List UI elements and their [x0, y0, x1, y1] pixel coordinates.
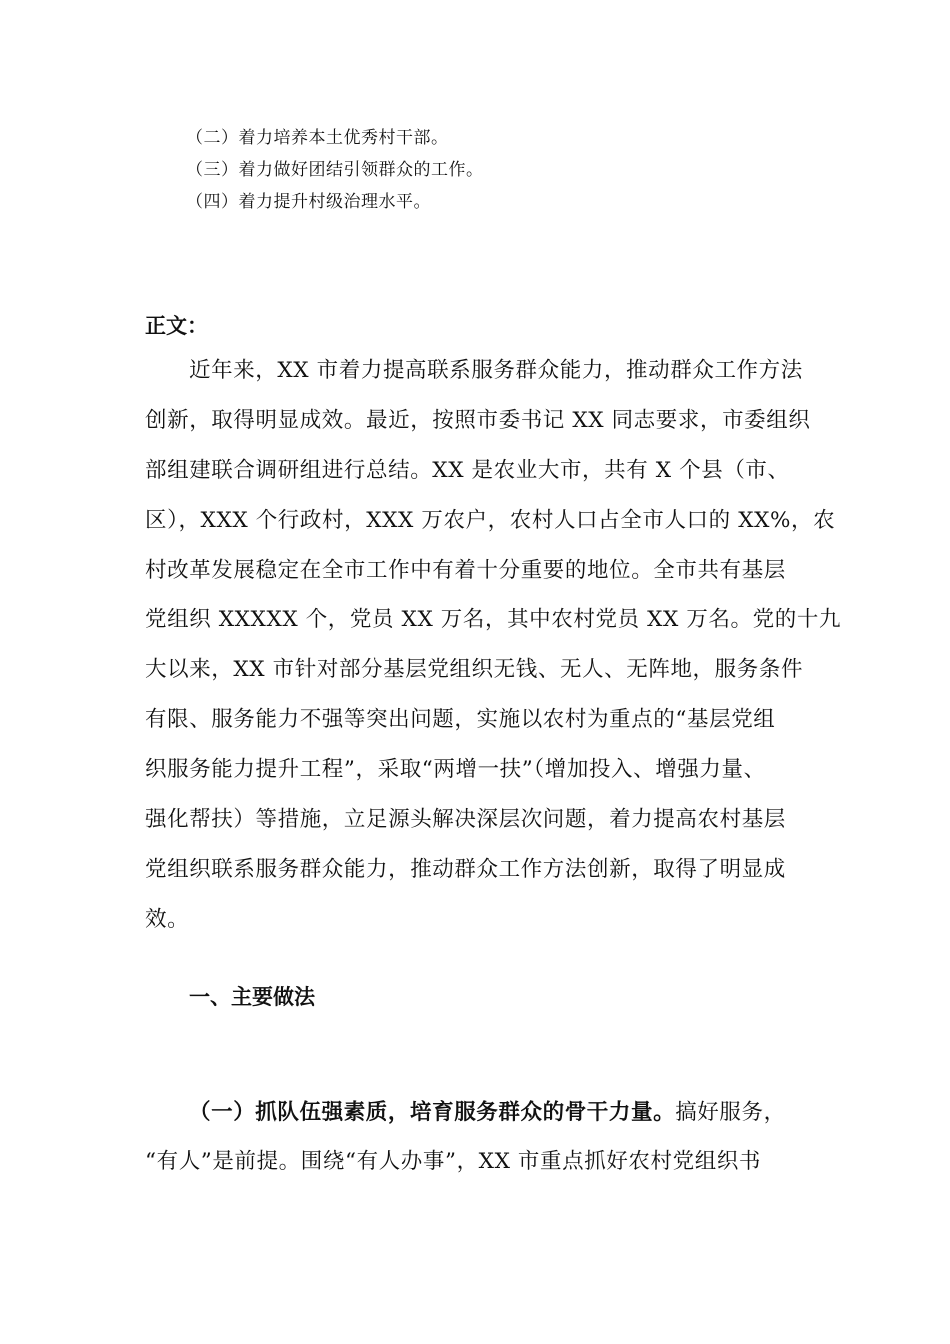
paragraph-line: 党组织 XXXXX 个，党员 XX 万名，其中农村党员 XX 万名。党的十九 [145, 607, 842, 633]
paragraph-line: 有限、服务能力不强等突出问题，实施以农村为重点的“基层党组 [145, 707, 776, 733]
body-paragraph [145, 346, 842, 945]
paragraph-line: 党组织联系服务群众能力，推动群众工作方法创新，取得了明显成 [145, 856, 786, 882]
paragraph-line [145, 1088, 835, 1137]
section-title: 一、主要做法 [189, 984, 315, 1009]
paragraph-line: 部组建联合调研组进行总结。XX 是农业大市，共有 X 个县（市、 [145, 457, 790, 483]
paragraph-line: 织服务能力提升工程”，采取“两增一扶”（增加投入、增强力量、 [145, 757, 766, 783]
main-text-heading: 正文： [145, 313, 208, 338]
paragraph-line: 创新，取得明显成效。最近，按照市委书记 XX 同志要求，市委组织 [145, 407, 811, 433]
outline-list [186, 122, 484, 218]
paragraph-line: 村改革发展稳定在全市工作中有着十分重要的地位。全市共有基层 [145, 557, 786, 583]
paragraph-line: 强化帮扶）等措施，立足源头解决深层次问题，着力提高农村基层 [145, 807, 786, 833]
subsection-text: 搞好服务， [675, 1100, 786, 1125]
paragraph-line: 近年来，XX 市着力提高联系服务群众能力，推动群众工作方法 [189, 358, 803, 383]
outline-item: （三）着力做好团结引领群众的工作。 [186, 160, 484, 180]
outline-item: （四）着力提升村级治理水平。 [186, 192, 431, 212]
subsection-paragraph [145, 1088, 835, 1186]
paragraph-line: 区），XXX 个行政村，XXX 万农户，农村人口占全市人口的 XX%，农 [145, 507, 836, 533]
outline-item: （二）着力培养本土优秀村干部。 [186, 128, 449, 148]
paragraph-line: 效。 [145, 906, 190, 932]
subsection-title: （一）抓队伍强素质，培育服务群众的骨干力量。 [189, 1100, 676, 1125]
paragraph-line: “有人”是前提。围绕“有人办事”，XX 市重点抓好农村党组织书 [145, 1149, 762, 1174]
paragraph-line: 大以来，XX 市针对部分基层党组织无钱、无人、无阵地，服务条件 [145, 657, 804, 683]
